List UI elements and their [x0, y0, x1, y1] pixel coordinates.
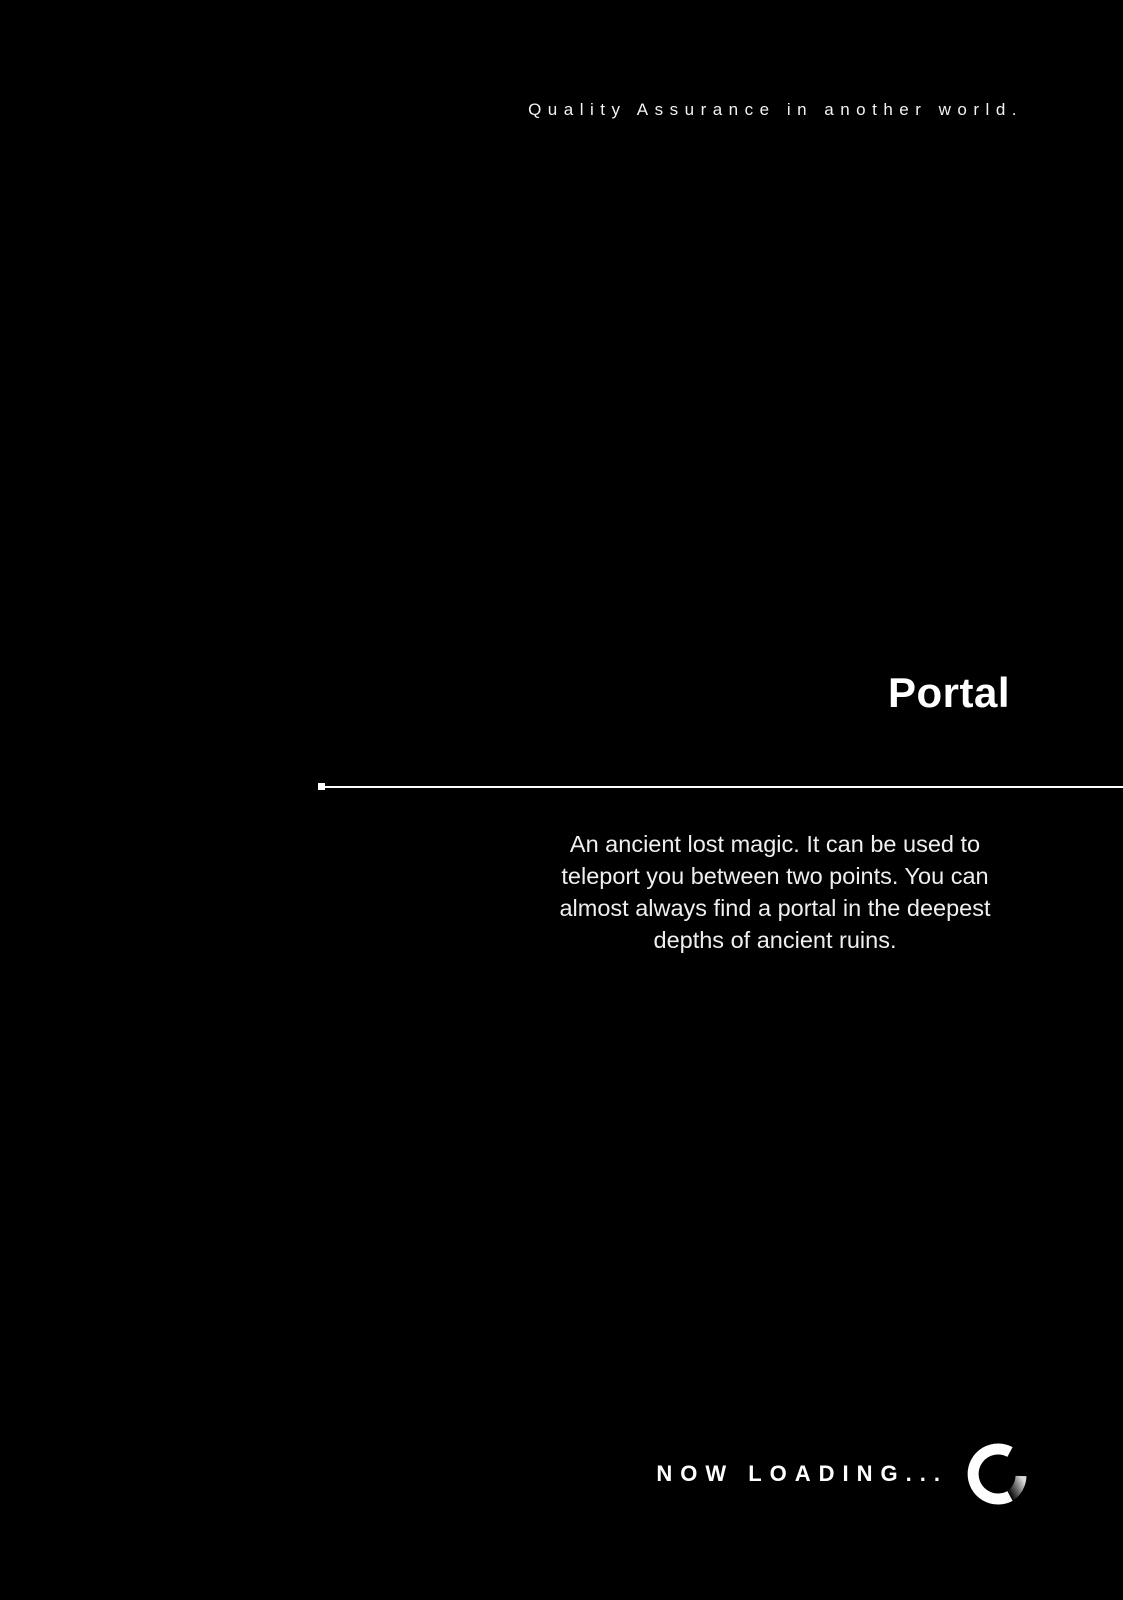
tip-description: An ancient lost magic. It can be used to teleport you between two points. You can almost always find a portal in the deepest depths of ancient ruins.	[559, 831, 991, 953]
tip-divider	[318, 782, 1123, 792]
loading-indicator	[656, 1443, 1028, 1505]
tip-title: Portal	[887, 669, 1010, 716]
divider-line	[324, 786, 1123, 788]
game-tagline: Quality Assurance in another world.	[528, 100, 1023, 119]
loading-label: NOW LOADING...	[656, 1461, 948, 1486]
loading-spinner-icon	[966, 1443, 1028, 1505]
